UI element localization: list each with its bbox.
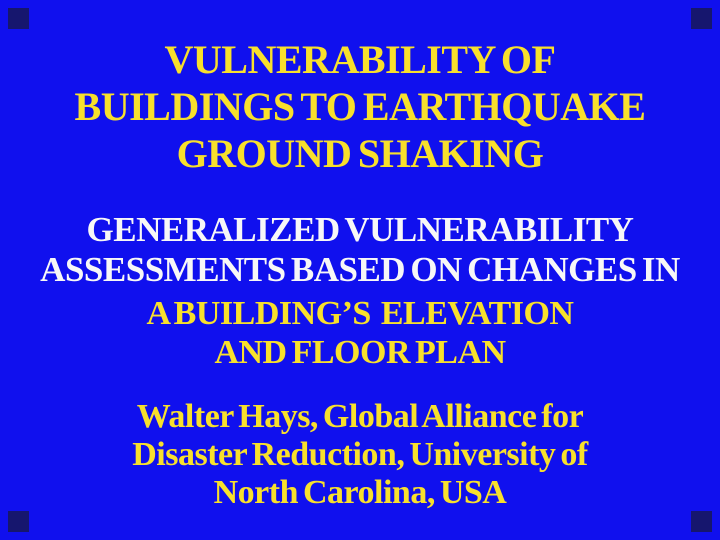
slide-title: [0, 36, 720, 177]
emphasis-line: AND FLOOR PLAN: [214, 334, 506, 371]
title-line: BUILDINGS TO EARTHQUAKE: [74, 84, 646, 129]
author-line: Walter Hays, Global Alliance for: [136, 398, 584, 435]
subtitle-line: GENERALIZED VULNERABILITY: [86, 210, 634, 249]
author-line: North Carolina, USA: [213, 474, 507, 511]
slide-emphasis: [0, 294, 720, 372]
title-line: VULNERABILITY OF: [164, 37, 556, 82]
corner-marker-bottom-left: [8, 511, 29, 532]
subtitle-line: ASSESSMENTS BASED ON CHANGES IN: [40, 250, 680, 289]
corner-marker-bottom-right: [691, 511, 712, 532]
author-credit: [0, 398, 720, 512]
corner-marker-top-right: [691, 8, 712, 29]
title-line: GROUND SHAKING: [176, 131, 544, 176]
slide-subtitle: [0, 210, 720, 290]
corner-marker-top-left: [8, 8, 29, 29]
emphasis-line: A BUILDING’S ELEVATION: [146, 295, 574, 332]
author-line: Disaster Reduction, University of: [132, 436, 588, 473]
